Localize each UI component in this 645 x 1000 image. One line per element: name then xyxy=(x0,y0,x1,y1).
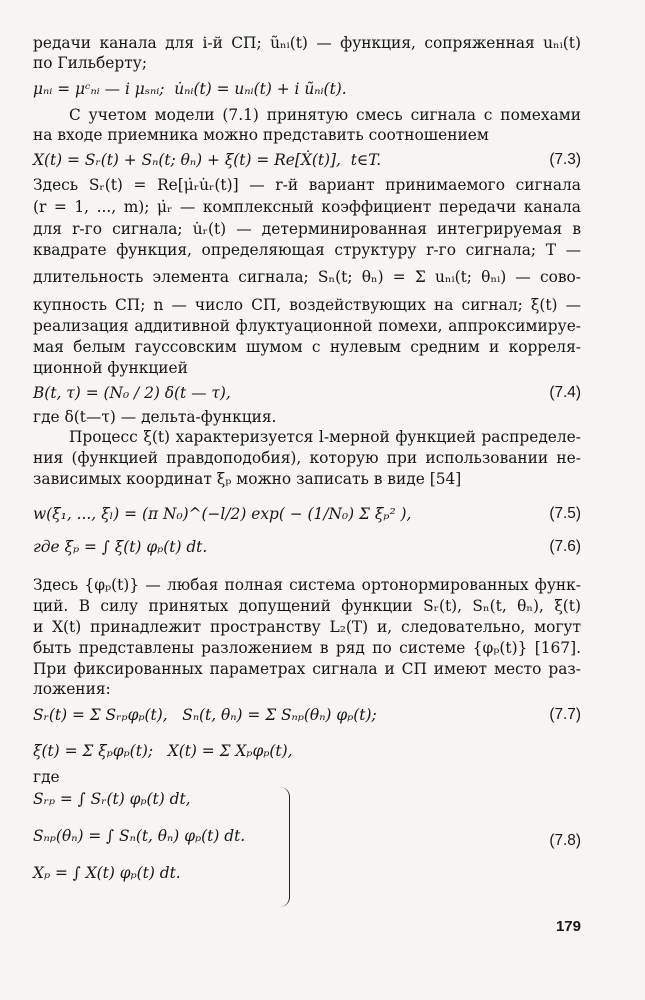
equation-7-5: w(ξ₁, ..., ξₗ) = (π N₀)^(−l/2) exp( − (1/N₀) Σ ξₚ² ), xyxy=(33,505,412,523)
equation-number: (7.3) xyxy=(549,151,581,168)
equation-7-7-continued: ξ(t) = Σ ξₚφₚ(t); X(t) = Σ Xₚφₚ(t), xyxy=(33,742,293,760)
equation-7-6: где ξₚ = ∫ ξ(t) φₚ(t) dt. xyxy=(33,538,208,556)
equation-7-8-a: Sᵣₚ = ∫ Sᵣ(t) φₚ(t) dt, xyxy=(33,790,191,808)
text-line: С учетом модели (7.1) принятую смесь сигнала с помехами xyxy=(69,106,581,124)
text-line: на входе приемника можно представить соотношением xyxy=(33,126,489,144)
text-line: редачи канала для i-й СП; ũₙᵢ(t) — функция, сопряженная uₙᵢ(t) xyxy=(33,34,581,52)
text-line: где xyxy=(33,768,60,786)
text-line: по Гильберту; xyxy=(33,54,148,72)
equation-number: (7.7) xyxy=(549,706,581,723)
right-brace xyxy=(279,787,290,907)
text-line: Здесь {φₚ(t)} — любая полная система ортонормированных функ- xyxy=(33,576,581,594)
text-line: Процесс ξ(t) характеризуется l-мерной функцией распределе- xyxy=(69,428,581,446)
text-line: зависимых координат ξₚ можно записать в виде [54] xyxy=(33,470,462,488)
text-line: ния (функцией правдоподобия), которую при использовании не- xyxy=(33,449,581,467)
text-line: При фиксированных параметрах сигнала и СП имеют место раз- xyxy=(33,660,581,678)
equation-7-8-b: Sₙₚ(θₙ) = ∫ Sₙ(t, θₙ) φₚ(t) dt. xyxy=(33,827,246,845)
text-line: реализация аддитивной флуктуационной помехи, аппроксимируе- xyxy=(33,317,581,335)
equation-7-3: X(t) = Sᵣ(t) + Sₙ(t; θₙ) + ξ(t) = Re[Ẋ(t)], t∈T. xyxy=(33,151,382,169)
text-line: длительность элемента сигнала; Sₙ(t; θₙ) = Σ uₙᵢ(t; θₙᵢ) — сово- xyxy=(33,268,581,286)
equation-number: (7.4) xyxy=(549,384,581,401)
text-line: купность СП; n — число СП, воздействующих на сигнал; ξ(t) — xyxy=(33,296,581,314)
equation-number: (7.8) xyxy=(549,832,581,849)
text-line: (r = 1, ..., m); μ̇ᵣ — комплексный коэффициент передачи канала xyxy=(33,198,581,216)
equation-number: (7.5) xyxy=(549,505,581,522)
equation-7-4: B(t, τ) = (N₀ / 2) δ(t — τ), xyxy=(33,384,231,402)
text-line: и X(t) принадлежит пространству L₂(T) и, следовательно, могут xyxy=(33,618,581,636)
equation-number: (7.6) xyxy=(549,538,581,555)
equation-7-8-c: Xₚ = ∫ X(t) φₚ(t) dt. xyxy=(33,864,181,882)
text-line: мая белым гауссовским шумом с нулевым средним и корреля- xyxy=(33,338,581,356)
page-number: 179 xyxy=(555,918,581,935)
text-line: ложения: xyxy=(33,680,111,698)
text-line: квадрате функция, определяющая структуру r-го сигнала; T — xyxy=(33,241,581,259)
text-line: ций. В силу принятых допущений функции Sᵣ(t), Sₙ(t, θₙ), ξ(t) xyxy=(33,597,581,615)
equation-7-7: Sᵣ(t) = Σ Sᵣₚφₚ(t), Sₙ(t, θₙ) = Σ Sₙₚ(θₙ) φₚ(t); xyxy=(33,706,377,724)
text-line: где δ(t—τ) — дельта-функция. xyxy=(33,408,277,426)
text-line: Здесь Sᵣ(t) = Re[μ̇ᵣu̇ᵣ(t)] — r-й вариант принимаемого сигнала xyxy=(33,176,581,194)
formula: μₙᵢ = μᶜₙᵢ — i μₛₙᵢ; u̇ₙᵢ(t) = uₙᵢ(t) + i ũₙᵢ(t). xyxy=(33,80,347,98)
text-line: ционной функцией xyxy=(33,359,188,377)
text-line: для r-го сигнала; u̇ᵣ(t) — детерминированная интегрируемая в xyxy=(33,220,581,238)
text-line: быть представлены разложением в ряд по системе {φₚ(t)} [167]. xyxy=(33,639,581,657)
